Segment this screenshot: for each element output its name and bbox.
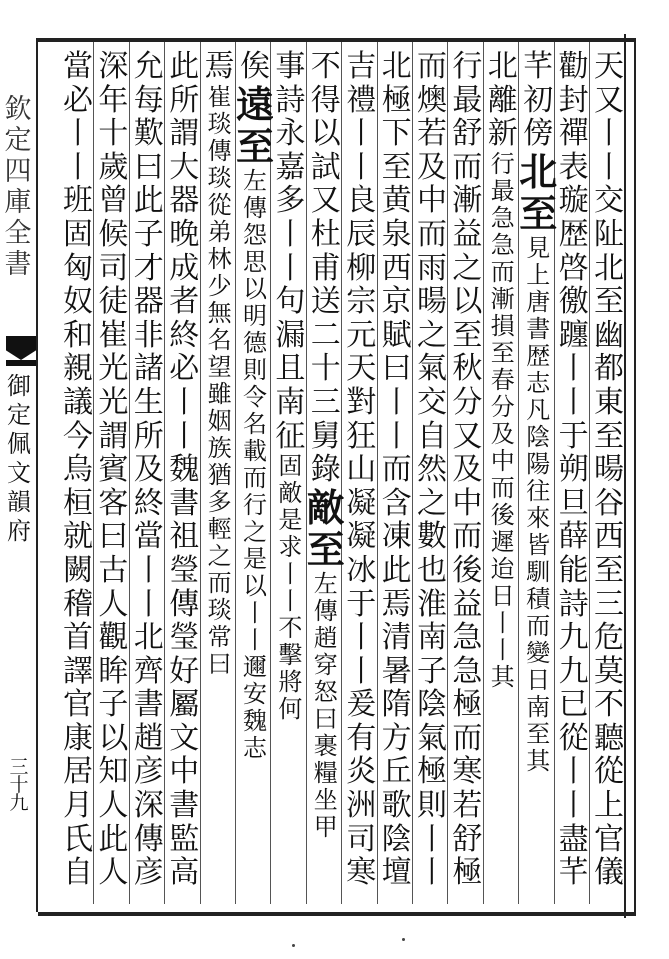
series-title: 御定佩文韻府: [7, 372, 31, 545]
main-text: 芊初傍: [523, 49, 554, 152]
paper-speck: [402, 938, 405, 941]
text-column: [378, 50, 416, 900]
text-column: [271, 50, 309, 900]
annotation-note: 崔 琰 傳 琰 從 弟 林 少 無 名 望 雖 姻 族 猶 多 輕 之 而 琰 常 曰: [207, 82, 232, 678]
text-column: [59, 50, 97, 900]
main-text: 此所謂大器晚成者終必丨丨魏書祖瑩傳瑩好屬文中書監高: [169, 49, 200, 891]
entry-heading: 遠至: [236, 81, 275, 169]
entry-heading: 北至: [519, 148, 558, 236]
main-text: 當必丨丨班固匈奴和親議今烏桓就闕稽首譯官康居月氏自: [63, 49, 93, 891]
main-text: 不得以試又杜甫送二十三舅錄: [310, 49, 341, 488]
main-text: 北極下至黄泉西京賦曰丨丨而含凍此焉清暑隋方丘歌陰壇: [381, 49, 412, 891]
main-text: 允每歎曰此子才器非諸生所及終當丨丨北齊書趙彦深傳彦: [133, 49, 164, 891]
book-title: 欽定四庫全書: [4, 94, 32, 280]
text-column: [342, 50, 380, 900]
page-margin: [0, 38, 40, 908]
main-text: 北離新: [487, 49, 518, 152]
annotation-note: 左 傳 怨 思 以 明 德 則 令 名 載 而 行 之 是 以 丨 丨 邇 安 魏 志: [243, 166, 267, 762]
text-column: [448, 50, 486, 900]
text-column: [590, 50, 628, 900]
text-column: [413, 50, 451, 900]
text-column: [94, 50, 132, 900]
main-text: 焉: [204, 49, 235, 84]
annotation-note: 行 最 急 急 而 漸 損 至 春 分 及 中 而 後 遲 迨 日 丨 丨 其: [490, 149, 515, 691]
text-column: [519, 50, 557, 900]
main-text: 事詩永嘉多丨丨句漏且南征: [275, 49, 306, 454]
main-text: 而燠若及中而雨暘之氣交自然之數也淮南子陰氣極則丨丨: [417, 49, 447, 891]
text-column: [130, 50, 168, 900]
main-text: 吉禮丨丨良辰柳宗元天對狂山凝凝冰于丨丨爰有炎洲司寒: [346, 49, 377, 891]
main-text: 深年十歲曾候司徒崔光光謂賓客曰古人觀眸子以知人此人: [98, 49, 129, 891]
fishtail-mark: [6, 336, 36, 360]
text-column: [165, 50, 203, 900]
page-number: 三十九: [9, 756, 29, 814]
main-text: 勸封禪表璇歴啓徼躔丨丨于朔旦薛能詩九九已從丨丨盡芊: [558, 49, 589, 891]
entry-heading: 敵至: [306, 484, 345, 572]
text-column: [201, 50, 239, 900]
fishtail-mark-lower: [6, 360, 36, 366]
text-column: [307, 50, 345, 900]
main-text: 天又丨丨交阯北至幽都東至暘谷西至三危莫不聽從上官儀: [594, 49, 624, 891]
text-column: [236, 50, 274, 900]
main-text: 俟: [240, 49, 270, 84]
annotation-note: 固 敵 是 求 丨 丨 不 擊 將 何: [278, 452, 303, 724]
annotation-note: 左 傳 趙 穿 怒 曰 裹 糧 坐 甲: [313, 569, 338, 841]
paper-speck: [292, 944, 295, 947]
text-column: [484, 50, 522, 900]
annotation-note: 見 上 唐 書 歴 志 凡 陰 陽 往 來 皆 馴 積 而 變 日 南 至 其: [526, 233, 551, 775]
main-text: 行最舒而漸益之以至秋分又及中而後益急急極而寒若舒極: [452, 49, 483, 891]
text-column: [555, 50, 593, 900]
